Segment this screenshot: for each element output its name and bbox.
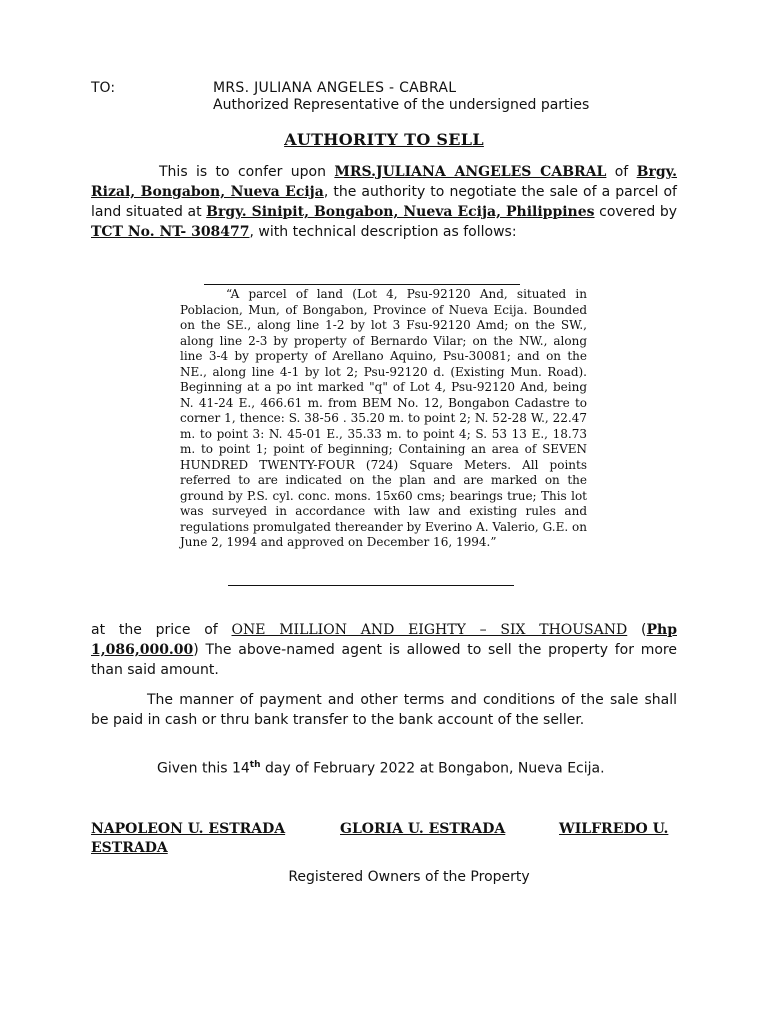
p1-text-4: covered by [594, 204, 677, 220]
p1-text-1: This is to confer upon [159, 164, 335, 180]
p1-text-3: , the authority to negotiate the sale of a parcel of land situated at [91, 184, 677, 220]
price-figure: Php 1,086,000.00 [91, 622, 677, 658]
agent-name: MRS.JULIANA ANGELES CABRAL [334, 164, 607, 180]
price-words: ONE MILLION AND EIGHTY – SIX THOUSAND [231, 622, 628, 638]
tct-number: TCT No. NT- 308477 [91, 224, 250, 240]
agent-address: Brgy. Rizal, Bongabon, Nueva Ecija [91, 164, 678, 200]
paragraph-authority [91, 162, 677, 242]
owner-gloria: GLORIA U. ESTRADA [340, 821, 506, 837]
given-text-2: day of February 2022 at Bongabon, Nueva Ecija. [260, 760, 605, 777]
given-text-1: Given this 14 [157, 760, 250, 777]
paragraph-payment [91, 690, 677, 730]
given-date-line [157, 760, 605, 777]
p2-text-3: ) The above-named agent is allowed to sell the property for more than said amount. [91, 642, 677, 678]
land-location: Brgy. Sinipit, Bongabon, Nueva Ecija, Philippines [206, 204, 595, 220]
ordinal-suffix: th [249, 760, 261, 770]
owners-caption: Registered Owners of the Property [288, 869, 530, 885]
divider-bottom [228, 585, 514, 586]
technical-description-text: “A parcel of land (Lot 4, Psu-92120 And, situated in Poblacion, Mun, of Bongabon, Province of Nueva Ecija. Bounded on the SE., along line 1-2 by lot 3 Fsu-92120 Amd; on the SW., along line 2-3 by property of Bernardo Vilar; on the NW., along line 3-4 by property of Arellano Aquino, Psu-30081; and on the NE., along line 4-1 by lot 2; Psu-92120 d. (Existing Mun. Road). Beginning at a po int marked "q" of Lot 4, Psu-92120 And, being N. 41-24 E., 466.61 m. from BEM No. 12, Bongabon Cadastre to corner 1, thence: S. 38-56 . 35.20 m. to point 2; N. 52-28 W., 22.47 m. to point 3: N. 45-01 E., 35.33 m. to point 4; S. 53 13 E., 18.73 m. to point 1; point of beginning; Containing an area of SEVEN HUNDRED TWENTY-FOUR (724) Square Meters. All points referred to are indicated on the plan and are marked on the ground by P.S. cyl. conc. mons. 15x60 cms; bearings true; This lot was surveyed in accordance with law and existing rules and regulations promulgated thereander by Everino A. Valerio, G.E. on June 2, 1994 and approved on December 16, 1994.” [180, 287, 587, 549]
p1-text-2: of [606, 164, 637, 180]
p2-text-2: ( [627, 622, 647, 638]
paragraph-price [91, 620, 677, 680]
divider-top [204, 284, 520, 285]
document-title: AUTHORITY TO SELL [284, 130, 484, 149]
recipient-role: Authorized Representative of the undersigned parties [213, 97, 590, 113]
owner-wilfredo-line1: WILFREDO U. [559, 821, 669, 837]
payment-text: The manner of payment and other terms and conditions of the sale shall be paid in cash or thru bank transfer to the bank account of the seller. [91, 692, 677, 728]
p1-text-5: , with technical description as follows: [249, 224, 517, 240]
to-label: TO: [91, 80, 116, 96]
technical-description [180, 287, 587, 551]
owner-wilfredo-line2: ESTRADA [91, 840, 168, 856]
recipient-name: MRS. JULIANA ANGELES - CABRAL [213, 80, 457, 96]
p2-text-1: at the price of [91, 622, 232, 638]
owner-napoleon: NAPOLEON U. ESTRADA [91, 821, 286, 837]
